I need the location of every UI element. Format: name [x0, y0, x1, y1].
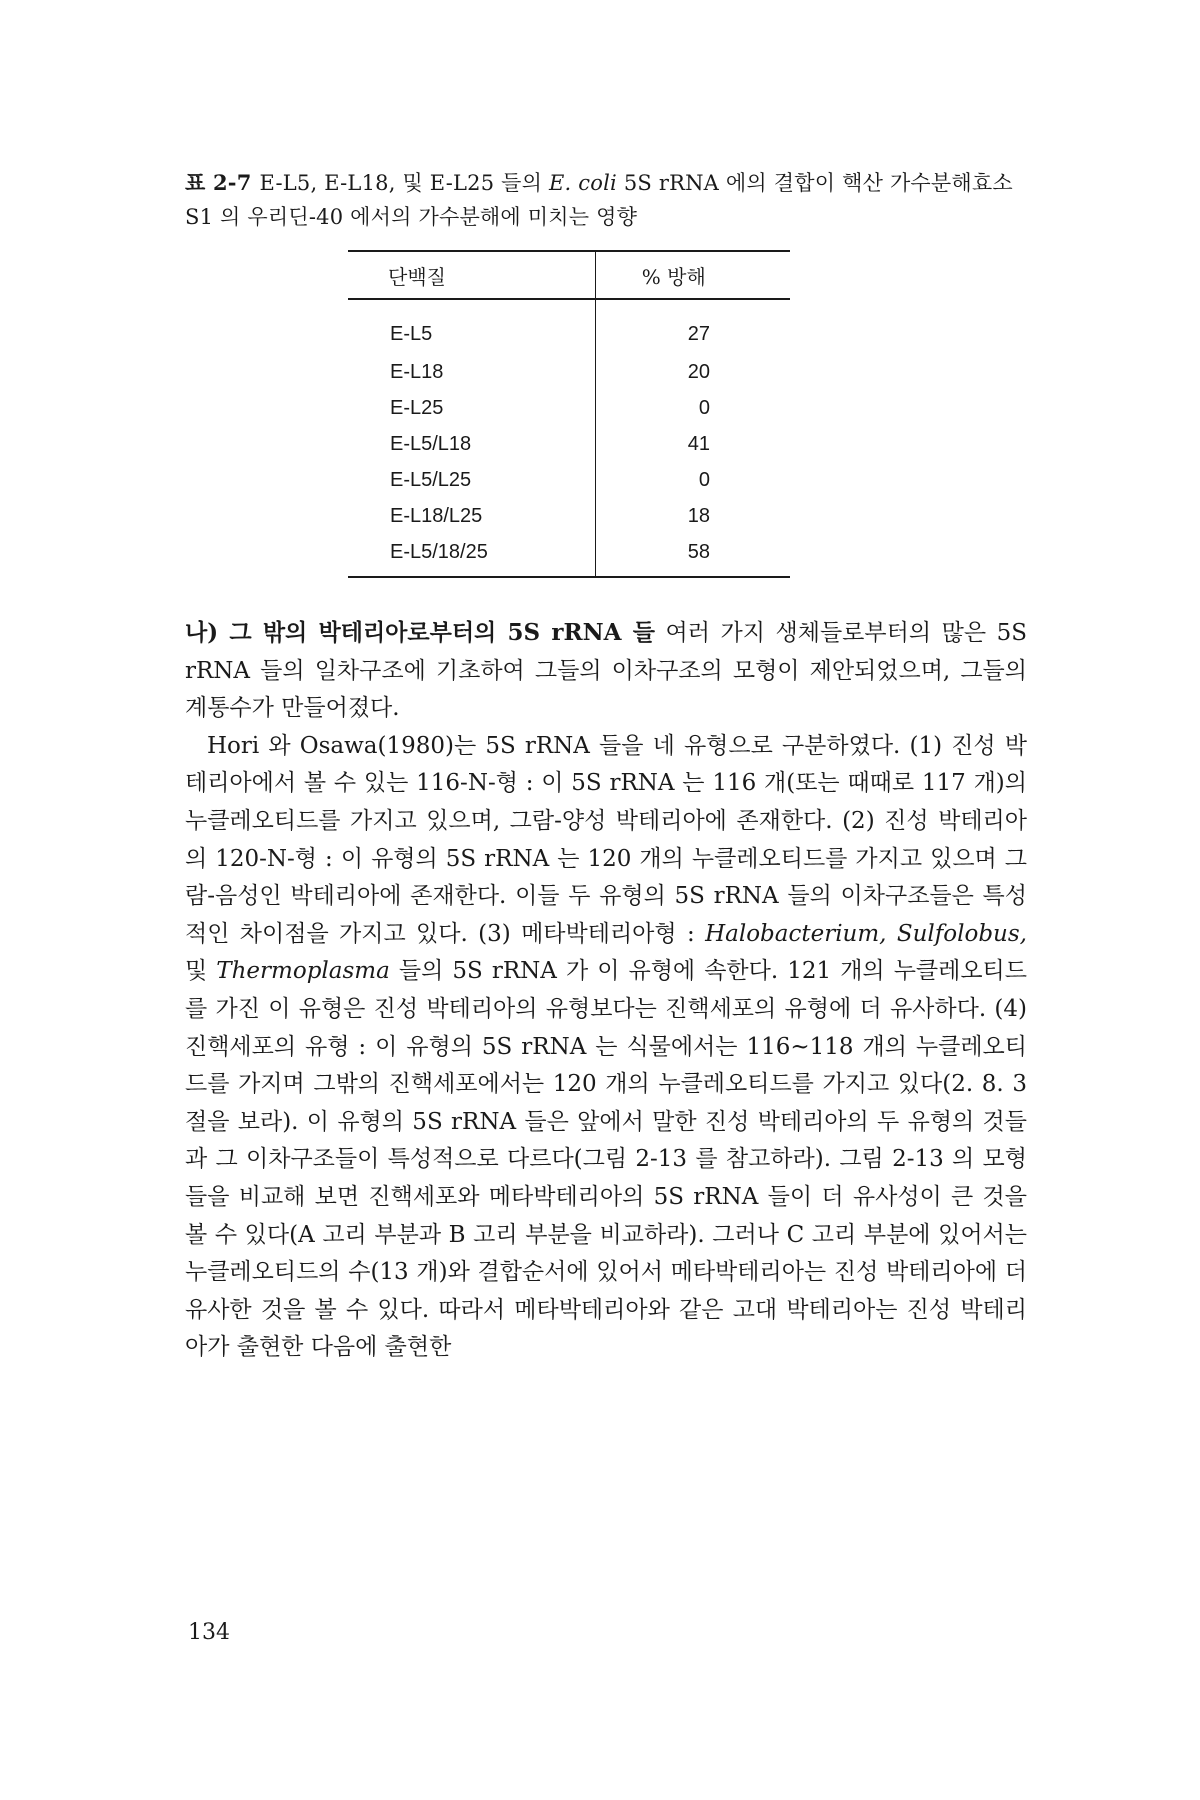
table-header-protein: 단백질	[348, 251, 595, 299]
table-cell-protein: E-L5/L18	[390, 432, 472, 455]
table-row	[348, 534, 790, 577]
table-caption	[185, 166, 1045, 234]
table-header-inhibition: % 방해	[595, 251, 790, 299]
table-row	[348, 299, 790, 354]
table-row	[348, 390, 790, 426]
table-cell-protein: E-L5/18/25	[348, 534, 595, 577]
table-cell-protein: E-L18/L25	[390, 504, 483, 527]
inhibition-table	[348, 250, 790, 578]
table-cell-inhibition: 58	[595, 534, 790, 577]
table-caption-species: E. coli	[549, 171, 617, 195]
table-cell-protein: E-L25	[390, 396, 444, 419]
organism-names: Halobacterium, Sulfolobus,	[705, 920, 1027, 947]
section-intro-text: 여러 가지 생체들로부터의 많은 5S rRNA 들의 일차구조에 기초하여 그들의 이차구조의 모형이 제안되었으며, 그들의 계통수가 만들어졌다.	[185, 620, 1027, 722]
paragraph-text-1: Hori 와 Osawa(1980)는 5S rRNA 들을 네 유형으로 구분하였다. (1) 진성 박테리아에서 볼 수 있는 116-N-형 : 이 5S rRNA 는 116 개(또는 때때로 117 개)의 누클레오티드를 가지고 있으며, 그람-양성 박테리아에 존재한다. (2) 진성 박테리아의 120-N-형 : 이 유형의 5S rRNA 는 120 개의 누클레오티드를 가지고 있으며 그람-음성인 박테리아에 존재한다. 이들 두 유형의 5S rRNA 들의 이차구조들은 특성적인 차이점을 가지고 있다. (3) 메타박테리아형 :	[185, 732, 1027, 947]
section-intro-paragraph	[185, 614, 1027, 728]
table-cell-inhibition: 0	[595, 390, 790, 426]
table-caption-label: 표 2-7	[185, 170, 252, 195]
page-number: 134	[188, 1620, 230, 1645]
table-cell-inhibition: 27	[595, 299, 790, 354]
table-header-row	[348, 251, 790, 299]
table-cell-inhibition: 41	[595, 426, 790, 462]
section-heading: 나) 그 밖의 박테리아로부터의 5S rRNA 들	[185, 619, 655, 646]
table-cell-inhibition: 0	[595, 462, 790, 498]
table-row	[348, 462, 790, 498]
table-cell-inhibition: 20	[595, 354, 790, 390]
classification-paragraph	[185, 728, 1027, 1367]
table-caption-text-1: E-L5, E-L18, 및 E-L25 들의	[259, 171, 550, 195]
table-row	[348, 354, 790, 390]
table-caption-text-2: 5S rRNA 에의 결합이 핵산 가수분해효소 S1 의 우리딘-40 에서의 가수분해에 미치는 영향	[185, 171, 1013, 229]
table-cell-protein: E-L18	[390, 360, 444, 383]
table-cell-protein: E-L5/L25	[390, 468, 472, 491]
body-text	[185, 614, 1027, 1367]
table-cell-protein: E-L5	[390, 322, 433, 345]
table-row	[348, 426, 790, 462]
organism-thermoplasma: Thermoplasma	[216, 958, 390, 985]
paragraph-text-2: 들의 5S rRNA 가 이 유형에 속한다. 121 개의 누클레오티드를 가진 이 유형은 진성 박테리아의 유형보다는 진핵세포의 유형에 더 유사하다. (4) 진핵세포의 유형 : 이 유형의 5S rRNA 는 식물에서는 116~118 개의 누클레오티드를 가지며 그밖의 진핵세포에서는 120 개의 누클레오티드를 가지고 있다(2. 8. 3 절을 보라). 이 유형의 5S rRNA 들은 앞에서 말한 진성 박테리아의 두 유형의 것들과 그 이차구조들이 특성적으로 다르다(그림 2-13 를 참고하라). 그림 2-13 의 모형들을 비교해 보면 진핵세포와 메타박테리아의 5S rRNA 들이 더 유사성이 큰 것을 볼 수 있다(A 고리 부분과 B 고리 부분을 비교하라). 그러나 C 고리 부분에 있어서는 누클레오티드의 수(13 개)와 결합순서에 있어서 메타박테리아는 진성 박테리아에 더 유사한 것을 볼 수 있다. 따라서 메타박테리아와 같은 고대 박테리아는 진성 박테리아가 출현한 다음에 출현한	[185, 958, 1027, 1361]
table-cell-inhibition: 18	[595, 498, 790, 534]
and-word: 및	[185, 958, 217, 985]
table-row	[348, 498, 790, 534]
